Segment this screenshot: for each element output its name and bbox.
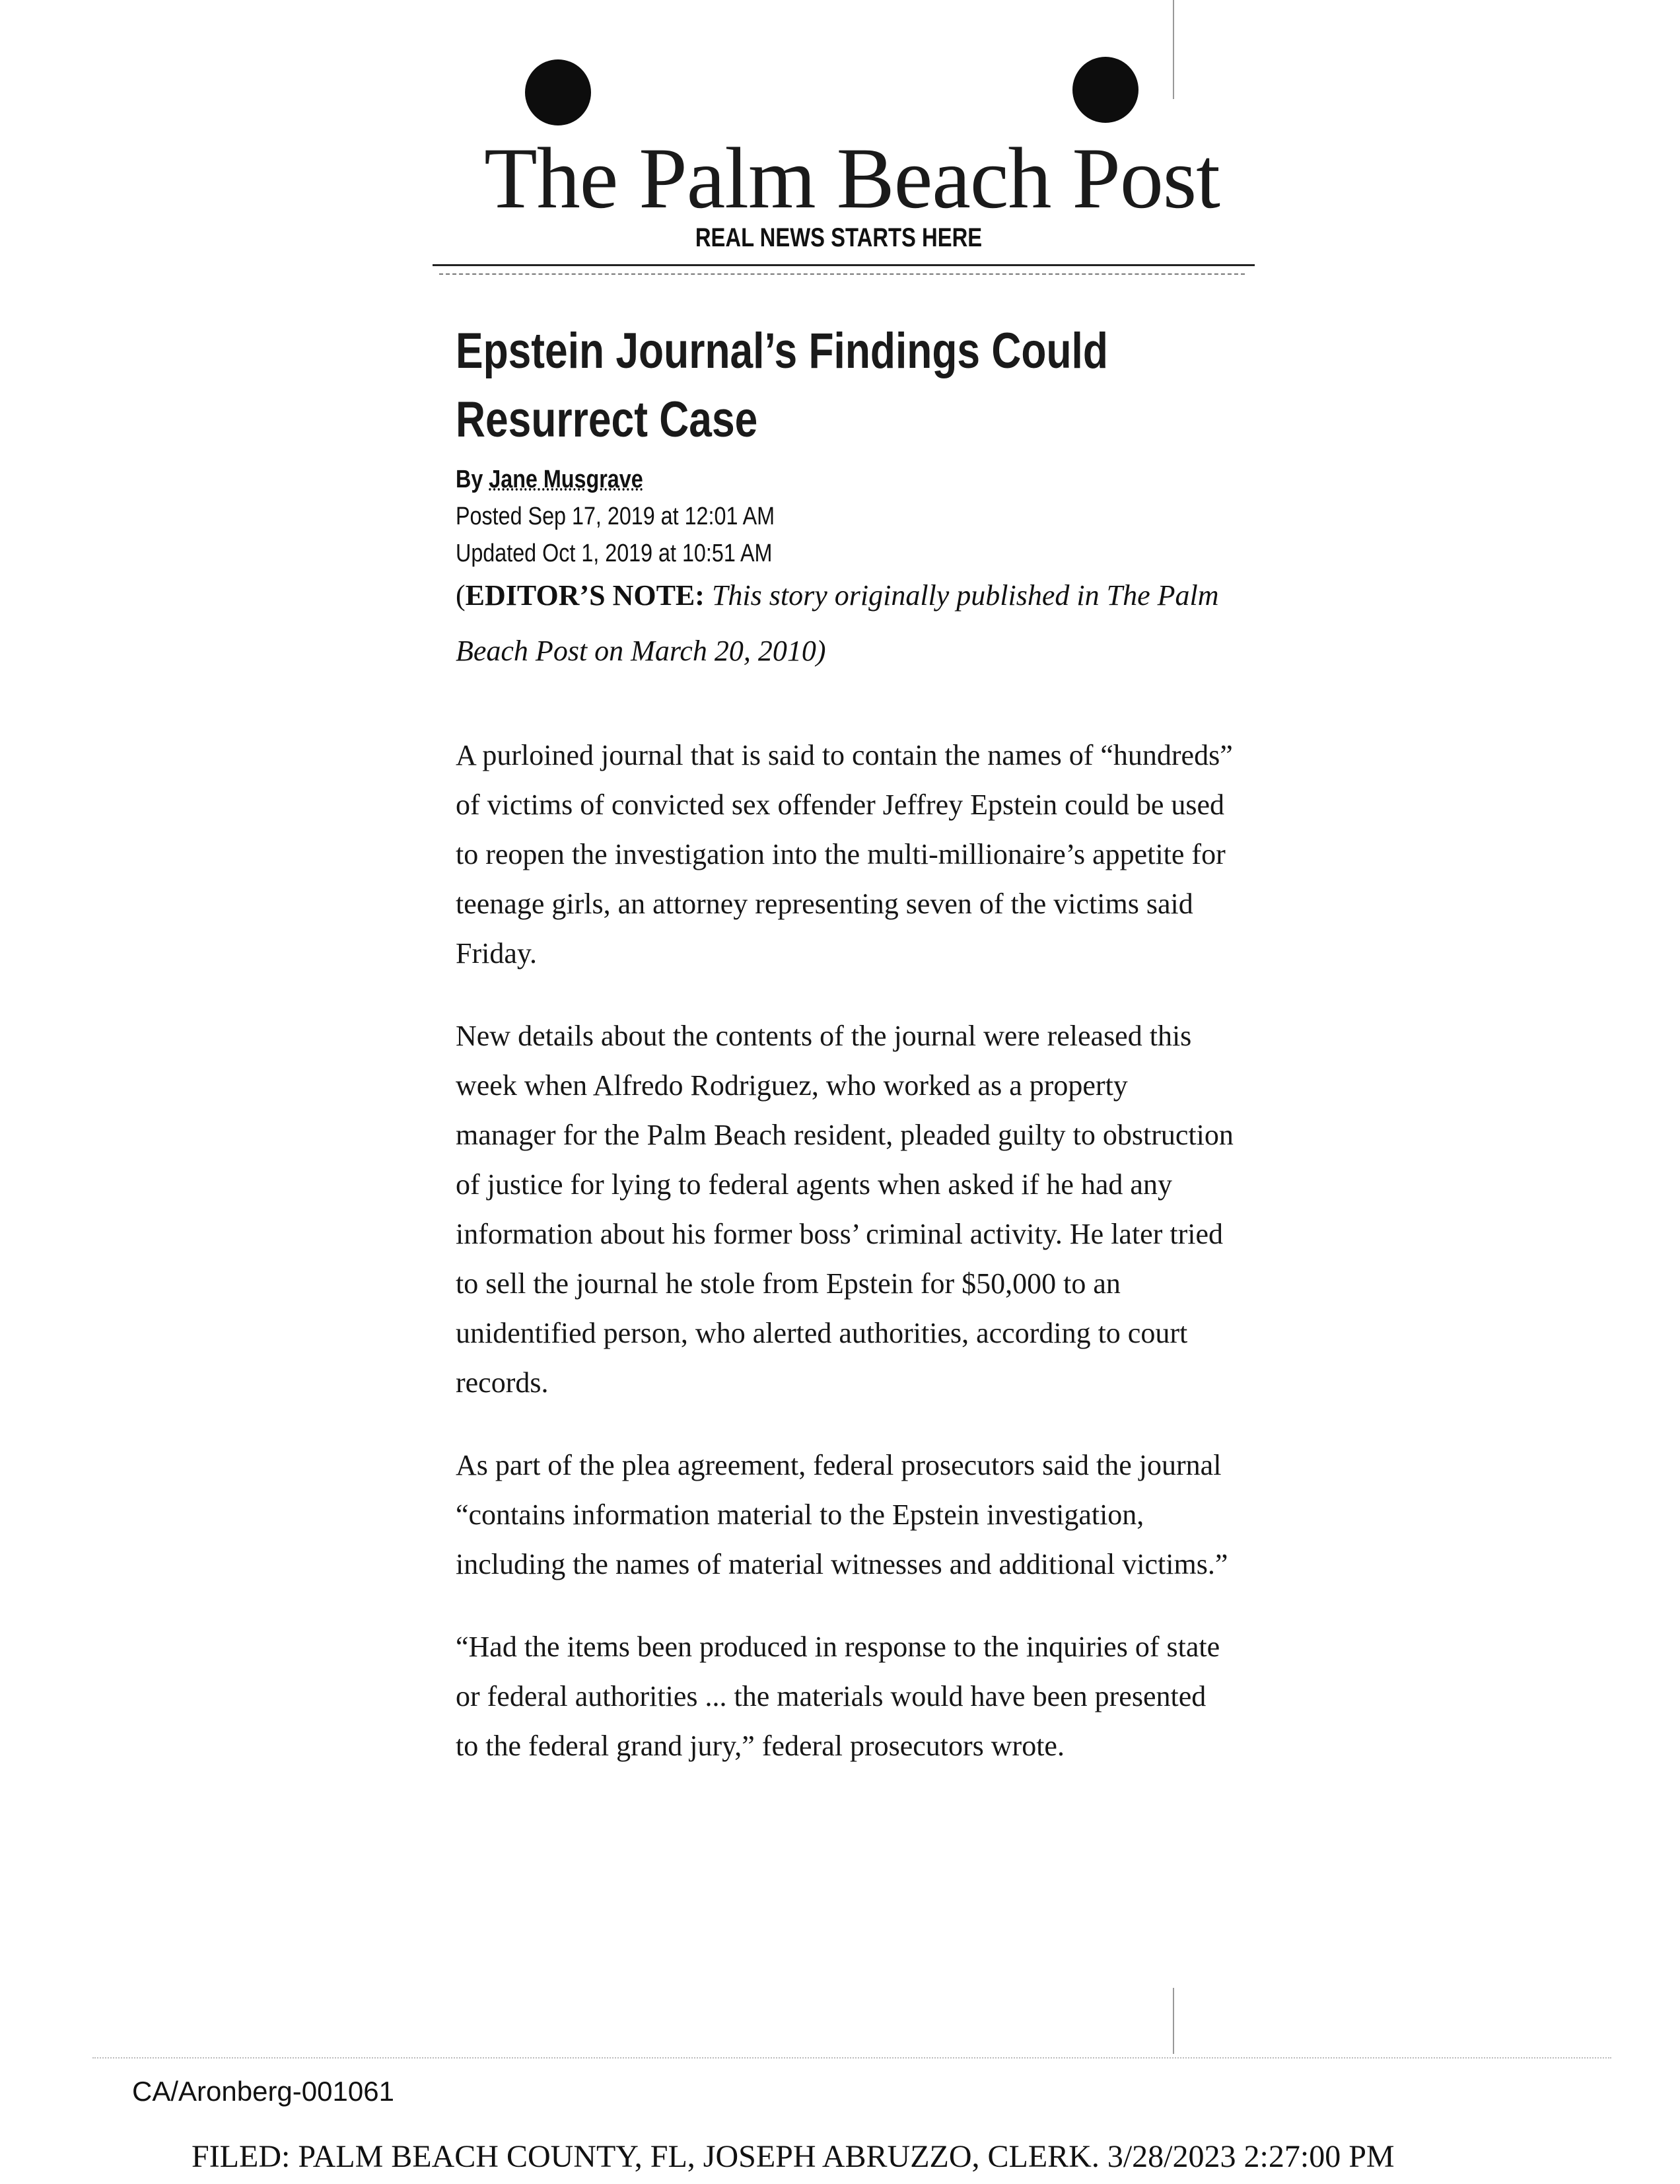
posted-date: Posted Sep 17, 2019 at 12:01 AM	[456, 503, 775, 530]
scan-artifact-rule	[92, 2057, 1611, 2059]
byline	[456, 461, 849, 498]
filed-stamp: FILED: PALM BEACH COUNTY, FL, JOSEPH ABRUZZO, CLERK. 3/28/2023 2:27:00 PM	[192, 2139, 1395, 2174]
article-paragraph: New details about the contents of the journal were released this week when Alfredo Rodriguez, who worked as a property manager for the Palm Beach resident, pleaded guilty to obstruction of justice for lying to federal agents when asked if he had any information about his former boss’ criminal activity. He later tried to sell the journal he stole from Epstein for $50,000 to an unidentified person, who alerted authorities, according to court records.	[456, 1020, 1234, 1399]
editor-note	[456, 568, 1235, 679]
editor-note-open-paren: (	[456, 579, 466, 612]
author-link[interactable]: Jane Musgrave	[489, 466, 643, 493]
masthead	[423, 129, 1255, 254]
article	[456, 317, 1235, 1771]
masthead-rule	[433, 264, 1255, 266]
byline-prefix: By	[456, 466, 483, 493]
punch-hole-right	[1072, 57, 1138, 123]
article-paragraph: A purloined journal that is said to contain the names of “hundreds” of victims of convicted sex offender Jeffrey Epstein could be used to reopen the investigation into the multi-millionaire’s appetite for teenage girls, an attorney representing seven of the victims said Friday.	[456, 739, 1233, 969]
masthead-rule-secondary	[439, 273, 1245, 275]
updated-date: Updated Oct 1, 2019 at 10:51 AM	[456, 540, 773, 567]
article-paragraph: As part of the plea agreement, federal prosecutors said the journal “contains information material to the Epstein investigation, including the names of material witnesses and additional victims.”	[456, 1449, 1228, 1580]
editor-note-label: EDITOR’S NOTE:	[465, 579, 705, 612]
scan-margin-mark	[1173, 0, 1174, 99]
byline-block	[456, 461, 1235, 572]
article-paragraph: “Had the items been produced in response to the inquiries of state or federal authorities ... the materials would have been presented to the federal grand jury,” federal prosecutors wrote.	[456, 1631, 1220, 1762]
editor-note-text: This story originally published in The Palm Beach Post on March 20, 2010)	[456, 579, 1219, 667]
scan-margin-mark	[1173, 1988, 1174, 2054]
newspaper-name: The Palm Beach Post	[484, 129, 1220, 227]
article-headline: Epstein Journal’s Findings Could Resurrect Case	[456, 323, 1108, 448]
bates-number: CA/Aronberg-001061	[132, 2076, 394, 2107]
newspaper-tagline: REAL NEWS STARTS HERE	[695, 223, 983, 252]
punch-hole-left	[525, 59, 591, 125]
